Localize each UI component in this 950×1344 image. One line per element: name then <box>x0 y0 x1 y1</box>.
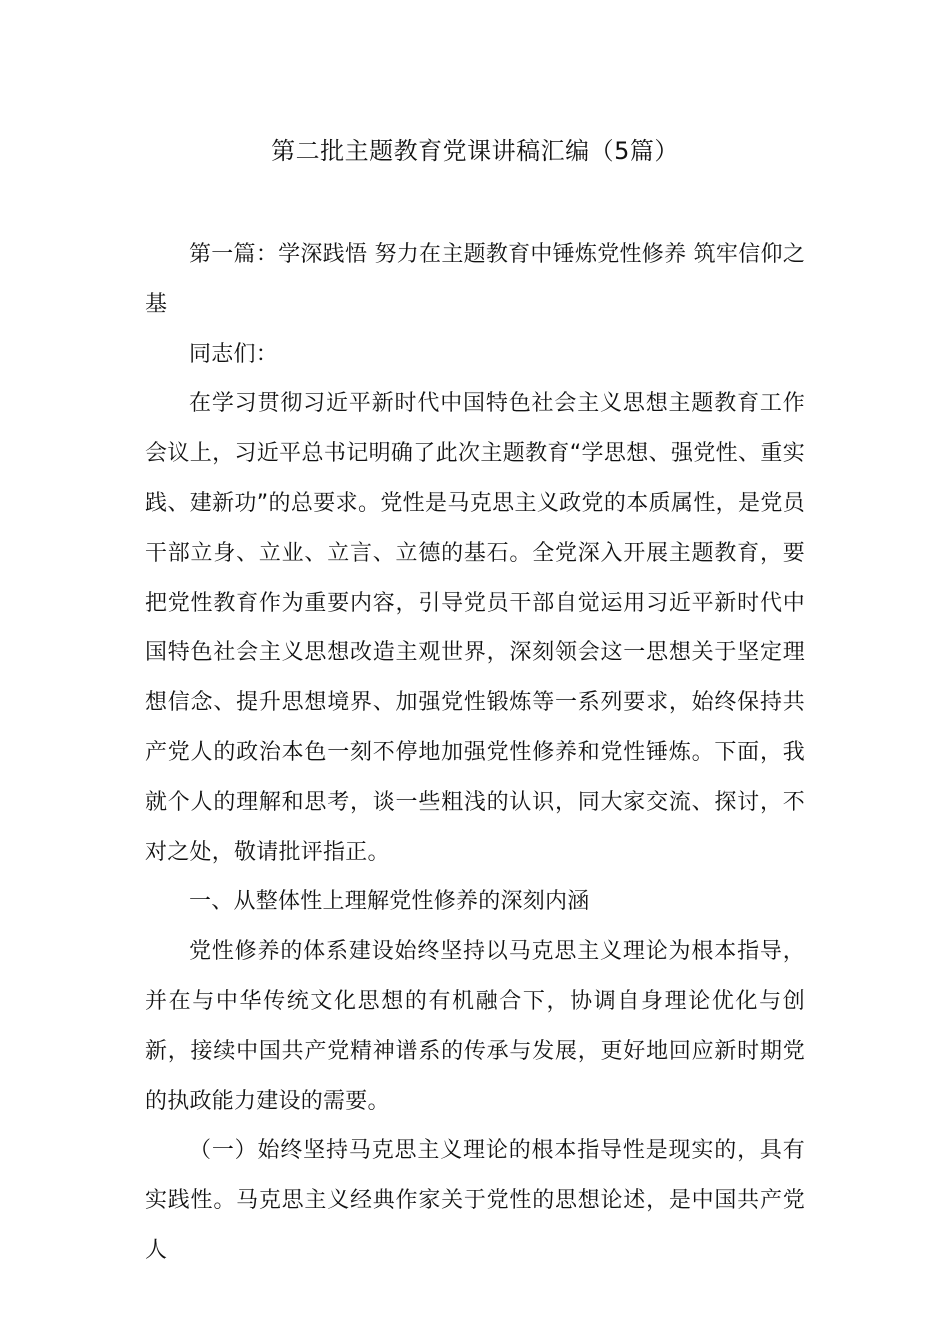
body-paragraph: 在学习贯彻习近平新时代中国特色社会主义思想主题教育工作会议上，习近平总书记明确了此次主题教育“学思想、强党性、重实践、建新功”的总要求。党性是马克思主义政党的本质属性，是党员干部立身、立业、立言、立德的基石。全党深入开展主题教育，要把党性教育作为重要内容，引导党员干部自觉运用习近平新时代中国特色社会主义思想改造主观世界，深刻领会这一思想关于坚定理想信念、提升思想境界、加强党性锻炼等一系列要求，始终保持共产党人的政治本色一刻不停地加强党性修养和党性锤炼。下面，我就个人的理解和思考，谈一些粗浅的认识，同大家交流、探讨，不对之处，敬请批评指正。 <box>145 391 805 865</box>
section-heading-one: 一、从整体性上理解党性修养的深刻内涵 <box>189 889 590 915</box>
document-title: 第二批主题教育党课讲稿汇编（5篇） <box>271 137 679 165</box>
section-heading-first-article: 第一篇：学深践悟 努力在主题教育中锤炼党性修养 筑牢信仰之基 <box>145 242 805 317</box>
subsection-paragraph: （一）始终坚持马克思主义理论的根本指导性是现实的，具有实践性。马克思主义经典作家关于党性的思想论述，是中国共产党人 <box>145 1138 805 1263</box>
document-body <box>145 230 805 1276</box>
salutation: 同志们： <box>189 341 279 367</box>
body-paragraph: 党性修养的体系建设始终坚持以马克思主义理论为根本指导，并在与中华传统文化思想的有机融合下，协调自身理论优化与创新，接续中国共产党精神谱系的传承与发展，更好地回应新时期党的执政能力建设的需要。 <box>145 939 805 1114</box>
